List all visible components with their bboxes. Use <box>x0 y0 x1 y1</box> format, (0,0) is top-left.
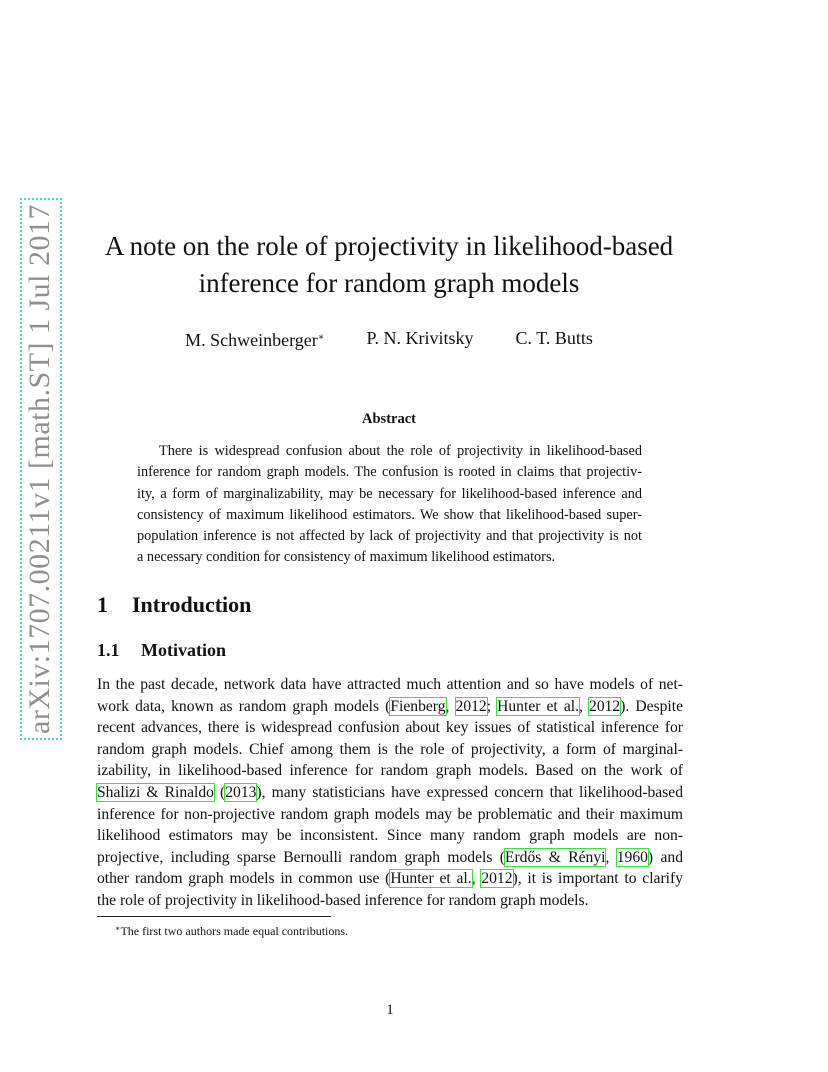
arxiv-identifier-stamp[interactable] <box>20 198 62 740</box>
section-heading <box>97 590 251 620</box>
section-number: 1 <box>97 592 108 617</box>
body-text: ), many statisticians have expressed concern that likelihood-based <box>256 783 683 801</box>
author-list <box>96 327 682 351</box>
body-text: ( <box>213 783 226 801</box>
citation-link-year[interactable]: 2012 <box>481 870 513 888</box>
body-text: ), it is important to clarify <box>512 870 683 888</box>
abstract-line: ity, a form of marginalizability, may be necessary for likelihood-based inference and <box>137 485 642 502</box>
body-text: , <box>579 697 590 715</box>
citation-link-year[interactable]: 2013 <box>225 783 257 801</box>
abstract-line: inference for random graph models. The confusion is rooted in claims that projectiv- <box>137 464 642 481</box>
subsection-number: 1.1 <box>97 640 120 660</box>
abstract-line: There is widespread confusion about the role of projectivity in likelihood-based <box>159 443 642 459</box>
body-line: the role of projectivity in likelihood-based inference for random graph models. <box>97 891 589 909</box>
body-text: ). Despite <box>620 697 684 715</box>
body-text: ) and <box>647 848 683 866</box>
body-text: , <box>471 870 482 888</box>
author <box>185 327 324 351</box>
body-line: likelihood estimators may be inconsistent. Since many random graph models are non- <box>97 827 683 845</box>
author <box>367 327 474 351</box>
body-line: recent advances, there is widespread confusion about key issues of statistical inference for <box>97 719 683 737</box>
body-line <box>97 696 683 718</box>
citation-link-year[interactable]: 2012 <box>589 697 621 715</box>
citation-link-year[interactable]: 1960 <box>616 848 648 866</box>
title-line-1: A note on the role of projectivity in likelihood-based <box>104 231 674 261</box>
citation-link-shalizi[interactable]: Shalizi & Rinaldo <box>97 783 214 801</box>
title-line-2: inference for random graph models <box>198 268 580 298</box>
footnote-divider <box>97 916 331 917</box>
body-line: random graph models. Chief among them is the role of projectivity, a form of marginal- <box>97 740 683 758</box>
citation-link-hunter[interactable]: Hunter et al. <box>390 870 472 888</box>
arxiv-identifier-text[interactable]: arXiv:1707.00211v1 [math.ST] 1 Jul 2017 <box>20 198 62 740</box>
section-title: Introduction <box>132 592 252 617</box>
body-text: ; <box>486 697 498 715</box>
footnote-mark: ∗ <box>115 924 121 933</box>
body-text: , <box>605 848 617 866</box>
body-line: In the past decade, network data have attracted much attention and so have models of net- <box>97 676 683 693</box>
subsection-title: Motivation <box>141 640 226 660</box>
body-line <box>97 847 683 869</box>
body-text: other random graph models in common use ( <box>97 870 391 888</box>
citation-link-hunter[interactable]: Hunter et al. <box>497 697 580 715</box>
abstract-heading: Abstract <box>362 411 416 427</box>
abstract-line: population inference is not affected by lack of projectivity and that projectivity is not <box>137 528 642 545</box>
footnote-text: The first two authors made equal contributions. <box>120 924 349 938</box>
abstract-line: a necessary condition for consistency of maximum likelihood estimators. <box>137 549 556 566</box>
author-footnote-mark[interactable]: ∗ <box>317 332 325 343</box>
body-line: inference for non-projective random graph models may be problematic and their maximum <box>97 805 683 823</box>
abstract-line: consistency of maximum likelihood estimators. We show that likelihood-based super- <box>137 506 642 523</box>
body-line: izability, in likelihood-based inference for random graph models. Based on the work of <box>97 762 683 780</box>
body-paragraph <box>97 674 683 912</box>
author-name: M. Schweinberger <box>185 330 318 350</box>
author-name: C. T. Butts <box>515 328 593 348</box>
body-text: projective, including sparse Bernoulli random graph models ( <box>97 848 505 866</box>
body-line <box>97 782 683 804</box>
citation-link-year[interactable]: 2012 <box>455 697 487 715</box>
author-name: P. N. Krivitsky <box>366 328 474 348</box>
body-line <box>97 868 683 890</box>
subsection-heading <box>97 638 226 662</box>
body-text: , <box>445 697 456 715</box>
citation-link-fienberg[interactable]: Fienberg <box>390 697 446 715</box>
footnote <box>115 921 348 939</box>
paper-title <box>96 228 682 302</box>
body-text: work data, known as random graph models ( <box>97 697 391 715</box>
abstract-body <box>137 441 642 569</box>
citation-link-erdos[interactable]: Erdős & Rényi <box>504 848 606 866</box>
page-number: 1 <box>386 1002 394 1018</box>
author <box>516 327 593 351</box>
